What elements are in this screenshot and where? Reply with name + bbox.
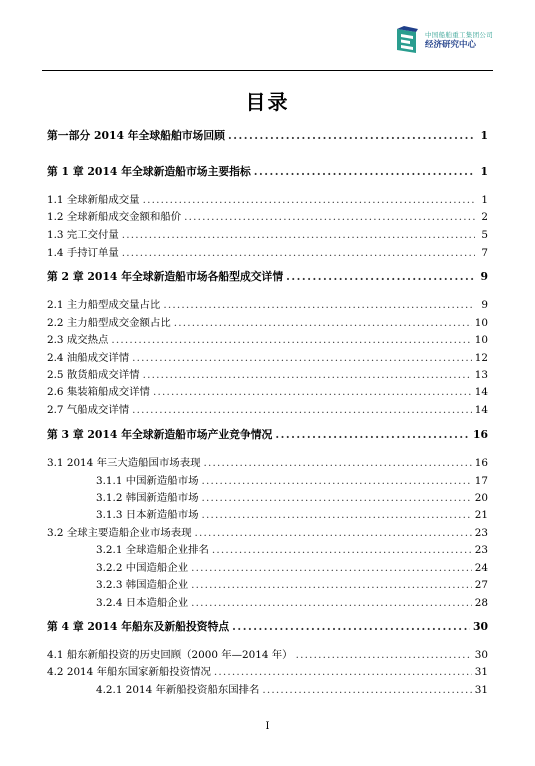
toc-subsection-3-2-3[interactable] — [96, 576, 488, 590]
toc-page: 1 — [480, 165, 488, 178]
toc-label: 2.5 散货船成交详情 — [47, 369, 140, 381]
toc-page: 31 — [474, 684, 488, 696]
toc-page: 9 — [480, 270, 488, 283]
toc-page: 14 — [474, 386, 488, 398]
page-header — [42, 20, 493, 71]
toc-label: 3.2 全球主要造船企业市场表现 — [47, 527, 192, 539]
toc-leader — [153, 386, 472, 398]
toc-leader — [174, 317, 472, 329]
toc-subsection-3-1-2[interactable] — [96, 489, 488, 503]
toc-page: 10 — [474, 334, 488, 346]
toc-label: 4.2 2014 年船东国家新船投资情况 — [47, 666, 211, 678]
toc-page: 21 — [474, 509, 488, 521]
toc-leader — [286, 270, 475, 283]
toc-label: 第 2 章 2014 年全球新造船市场各船型成交详情 — [47, 270, 284, 283]
toc-leader — [232, 620, 470, 633]
toc-leader — [212, 544, 472, 556]
toc-label: 1.3 完工交付量 — [47, 229, 119, 241]
toc-label: 1.4 手持订单量 — [47, 247, 119, 259]
toc-label: 3.1.2 韩国新造船市场 — [96, 492, 199, 504]
toc-page: 24 — [474, 562, 488, 574]
toc-subsection-3-2-2[interactable] — [96, 559, 488, 573]
toc-page: 7 — [481, 247, 488, 259]
toc-section-2-4[interactable] — [47, 349, 488, 363]
toc-label: 2.2 主力船型成交金额占比 — [47, 317, 171, 329]
toc-page: 16 — [472, 428, 488, 441]
toc-page: 1 — [480, 129, 488, 142]
logo-org-name: 中国船舶重工集团公司 — [425, 31, 493, 39]
toc-leader — [254, 165, 475, 178]
toc-page: 14 — [474, 404, 488, 416]
toc-leader — [191, 579, 472, 591]
toc-section-1-2[interactable] — [47, 208, 488, 222]
toc-leader — [262, 684, 471, 696]
toc-label: 3.1.1 中国新造船市场 — [96, 475, 199, 487]
toc-leader — [143, 194, 475, 206]
toc-leader — [275, 428, 470, 441]
toc-page: 9 — [481, 299, 488, 311]
toc-subsection-3-1-1[interactable] — [96, 472, 488, 486]
toc-subsection-3-1-3[interactable] — [96, 506, 488, 520]
toc-label: 3.1.3 日本新造船市场 — [96, 509, 199, 521]
toc-label: 3.2.3 韩国造船企业 — [96, 579, 189, 591]
toc-label: 2.4 油船成交详情 — [47, 352, 130, 364]
toc-label: 第 4 章 2014 年船东及新船投资特点 — [47, 620, 230, 633]
toc-leader — [201, 509, 471, 521]
toc-leader — [203, 457, 471, 469]
toc-label: 第 3 章 2014 年全球新造船市场产业竞争情况 — [47, 428, 273, 441]
toc-section-3-2[interactable] — [47, 524, 488, 538]
toc-label: 2.3 成交热点 — [47, 334, 109, 346]
toc-page: 30 — [472, 620, 488, 633]
toc-label: 1.2 全球新船成交金额和船价 — [47, 211, 182, 223]
toc-subsection-3-2-4[interactable] — [96, 594, 488, 608]
company-logo — [394, 26, 493, 56]
toc-subsection-3-2-1[interactable] — [96, 541, 488, 555]
toc-leader — [214, 666, 472, 678]
toc-part-1[interactable] — [47, 128, 488, 142]
toc-page: 28 — [474, 597, 488, 609]
toc-leader — [132, 404, 472, 416]
toc-leader — [191, 562, 472, 574]
toc-section-2-1[interactable] — [47, 296, 488, 310]
toc-chapter-3[interactable] — [47, 427, 488, 441]
toc-page: 23 — [474, 527, 488, 539]
toc-page: 10 — [474, 317, 488, 329]
toc-label: 第 1 章 2014 年全球新造船市场主要指标 — [47, 165, 251, 178]
toc-page: 31 — [474, 666, 488, 678]
toc-leader — [132, 352, 472, 364]
toc-section-4-2[interactable] — [47, 663, 488, 677]
toc-page: 12 — [474, 352, 488, 364]
toc-section-1-3[interactable] — [47, 226, 488, 240]
page-title: 目录 — [245, 90, 290, 114]
toc-chapter-2[interactable] — [47, 269, 488, 283]
toc-page: 13 — [474, 369, 488, 381]
toc-label: 3.1 2014 年三大造船国市场表现 — [47, 457, 201, 469]
toc-leader — [163, 299, 475, 311]
toc-section-2-2[interactable] — [47, 314, 488, 328]
toc-section-4-1[interactable] — [47, 646, 488, 660]
logo-dept-name: 经济研究中心 — [425, 39, 477, 50]
toc-label: 2.1 主力船型成交量占比 — [47, 299, 161, 311]
toc-section-3-1[interactable] — [47, 454, 488, 468]
toc-label: 1.1 全球新船成交量 — [47, 194, 140, 206]
toc-page: 23 — [474, 544, 488, 556]
toc-page: 16 — [474, 457, 488, 469]
toc-label: 4.2.1 2014 年新船投资船东国排名 — [96, 684, 260, 696]
toc-section-2-5[interactable] — [47, 366, 488, 380]
toc-leader — [201, 492, 471, 504]
toc-leader — [122, 229, 475, 241]
toc-leader — [184, 211, 475, 223]
toc-section-1-1[interactable] — [47, 191, 488, 205]
toc-leader — [195, 527, 472, 539]
toc-label: 2.6 集装箱船成交详情 — [47, 386, 150, 398]
toc-page: 1 — [481, 194, 488, 206]
toc-page: 27 — [474, 579, 488, 591]
toc-section-2-3[interactable] — [47, 331, 488, 345]
toc-subsection-4-2-1[interactable] — [96, 681, 488, 695]
toc-leader — [296, 649, 472, 661]
toc-label: 3.2.4 日本造船企业 — [96, 597, 189, 609]
toc-page: 2 — [481, 211, 488, 223]
toc-leader — [143, 369, 472, 381]
toc-leader — [191, 597, 472, 609]
toc-section-1-4[interactable] — [47, 244, 488, 258]
toc-label: 4.1 船东新船投资的历史回顾（2000 年—2014 年） — [47, 649, 293, 661]
toc-leader — [122, 247, 475, 259]
toc-label: 2.7 气船成交详情 — [47, 404, 130, 416]
toc-label: 第一部分 2014 年全球船舶市场回顾 — [47, 129, 225, 142]
toc-section-2-7[interactable] — [47, 401, 488, 415]
toc-chapter-1[interactable] — [47, 164, 488, 178]
toc-leader — [111, 334, 471, 346]
toc-label: 3.2.2 中国造船企业 — [96, 562, 189, 574]
toc-leader — [201, 475, 471, 487]
toc-label: 3.2.1 全球造船企业排名 — [96, 544, 209, 556]
toc-chapter-4[interactable] — [47, 619, 488, 633]
toc-page: 30 — [474, 649, 488, 661]
toc-page: 17 — [474, 475, 488, 487]
toc-page: 5 — [481, 229, 488, 241]
toc-leader — [228, 129, 475, 142]
page-number: I — [265, 721, 270, 732]
logo-mark-icon — [394, 26, 420, 56]
toc-page: 20 — [474, 492, 488, 504]
toc-section-2-6[interactable] — [47, 383, 488, 397]
